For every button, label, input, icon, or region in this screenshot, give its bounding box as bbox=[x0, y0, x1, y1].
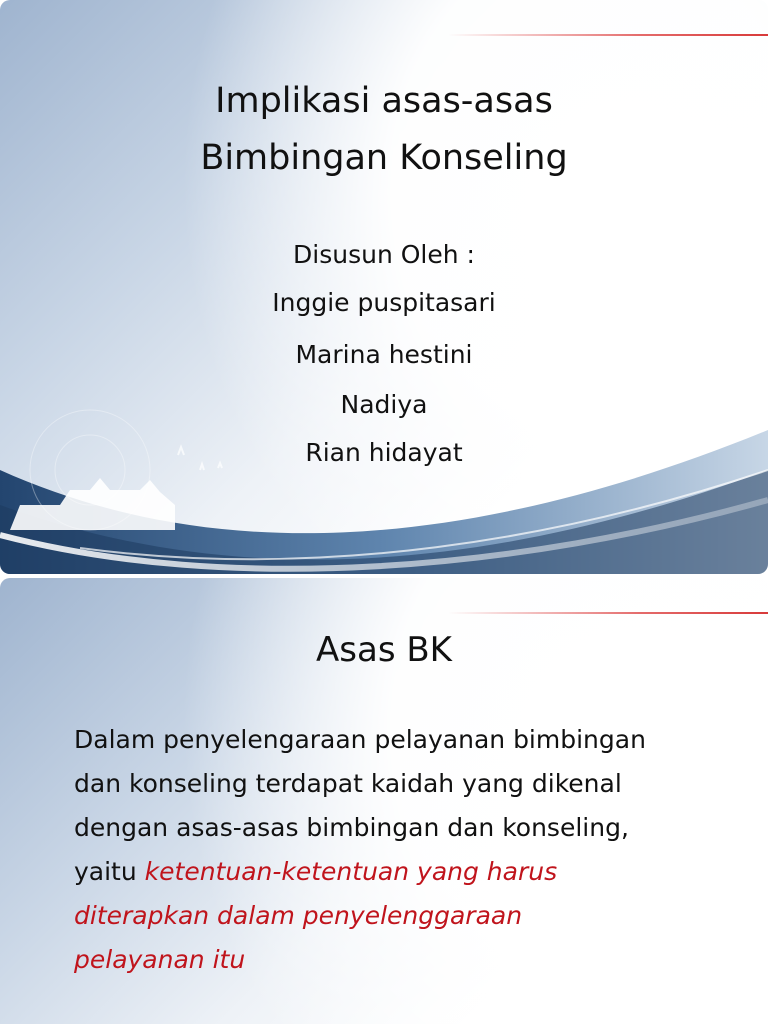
body-line: dengan asas-asas bimbingan dan konseling, bbox=[74, 813, 629, 842]
body-line bbox=[74, 850, 714, 894]
slide1-title-line1: Implikasi asas-asas bbox=[215, 81, 553, 121]
credit-name: Marina hestini bbox=[295, 340, 473, 369]
body-line: Dalam penyelengaraan pelayanan bimbingan bbox=[74, 725, 646, 754]
highlight-text: pelayanan itu bbox=[74, 945, 246, 974]
highlight-text: diterapkan dalam penyelenggaraan bbox=[74, 901, 523, 930]
red-accent-line bbox=[448, 34, 768, 36]
slide2-body bbox=[74, 718, 714, 982]
highlight-text: ketentuan-ketentuan yang harus bbox=[144, 857, 558, 886]
body-prefix: yaitu bbox=[74, 857, 145, 886]
credit-name: Inggie puspitasari bbox=[272, 288, 496, 317]
slide1-title-line2: Bimbingan Konseling bbox=[200, 138, 568, 178]
red-accent-line bbox=[448, 612, 768, 614]
credit-name: Rian hidayat bbox=[305, 438, 463, 467]
credit-name: Nadiya bbox=[340, 390, 428, 419]
content-slide bbox=[0, 578, 768, 1024]
credits-heading: Disusun Oleh : bbox=[293, 240, 475, 269]
body-line: dan konseling terdapat kaidah yang dikenal bbox=[74, 769, 622, 798]
slide2-title: Asas BK bbox=[316, 630, 452, 670]
